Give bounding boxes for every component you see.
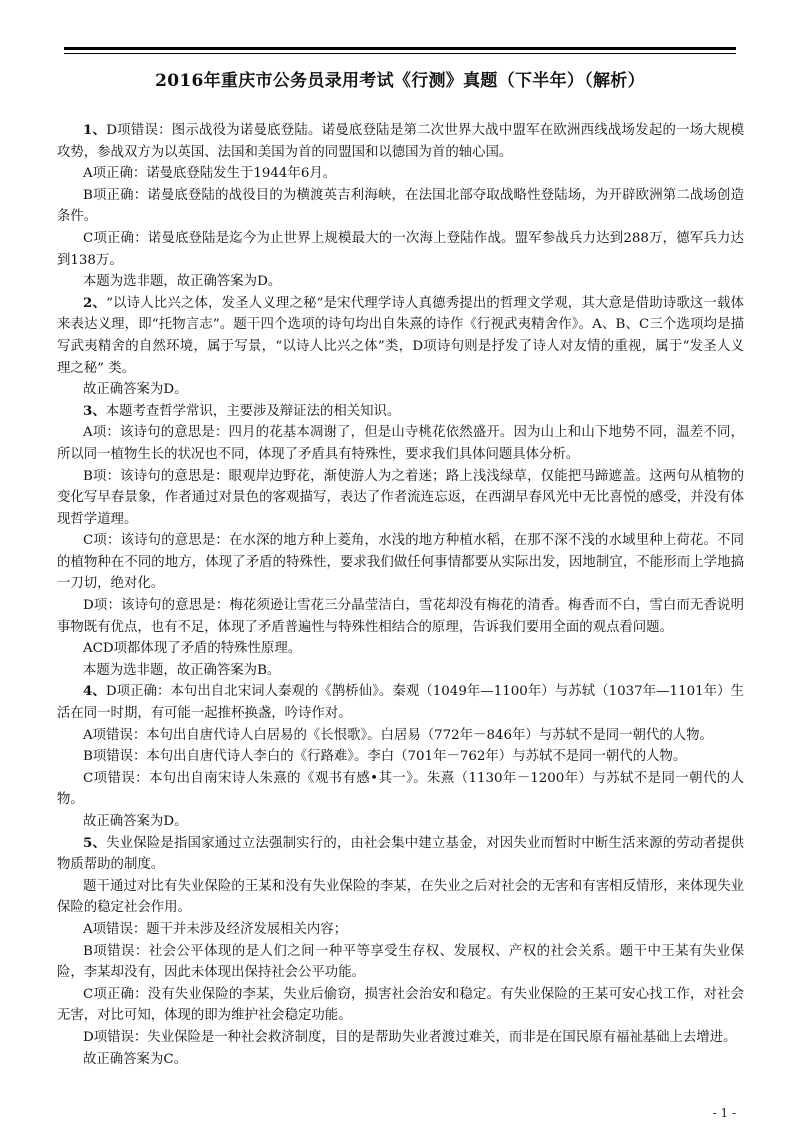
paragraph-text: A项错误：题干并未涉及经济发展相关内容； (83, 921, 348, 937)
paragraph (57, 185, 744, 228)
question-paragraph (57, 833, 744, 876)
paragraph-text: 本题为选非题，故正确答案为D。 (83, 274, 282, 290)
question-number: 5、 (83, 834, 107, 851)
paragraph (57, 811, 744, 833)
document-body (57, 120, 744, 1070)
paragraph-text: 本题为选非题，故正确答案为B。 (83, 662, 281, 678)
paragraph-text: 题干通过对比有失业保险的王某和没有失业保险的李某，在失业之后对社会的无害和有害相反情形，来体现失业保险的稳定社会作用。 (57, 878, 744, 916)
paragraph (57, 768, 744, 811)
paragraph-text: D项错误：图示战役为诺曼底登陆。诺曼底登陆是第二次世界大战中盟军在欧洲西线战场发起的一场大规模攻势，参战双方为以英国、法国和美国为首的同盟国和以德国为首的轴心国。 (57, 123, 745, 160)
paragraph-text: B项：该诗句的意思是：眼观岸边野花，渐使游人为之着迷；路上浅浅绿草，仅能把马蹄遮盖。这两句从植物的变化写早春景象，作者通过对景色的客观描写，表达了作者流连忘返，在西湖早春风光中无比喜悦的感受，并没有体现哲学道理。 (57, 468, 744, 527)
page-number: - 1 - (712, 1106, 736, 1120)
document-title: 2016年重庆市公务员录用考试《行测》真题（下半年）（解析） (155, 71, 645, 91)
paragraph (57, 228, 744, 271)
paragraph (57, 941, 744, 984)
paragraph-text: C项错误：本句出自南宋诗人朱熹的《观书有感•其一》。朱熹（1130年－1200年）与苏轼不是同一朝代的人物。 (57, 770, 744, 808)
paragraph (57, 660, 744, 682)
paragraph-text: 故正确答案为C。 (83, 1051, 187, 1067)
paragraph-text: ACD项都体现了矛盾的特殊性原理。 (83, 641, 302, 657)
paragraph-text: A项：该诗句的意思是：四月的花基本凋谢了，但是山寺桃花依然盛开。因为山上和山下地势不同，温差不同，所以同一植物生长的状况也不同，体现了矛盾具有特殊性，要求我们具体问题具体分析。 (57, 425, 744, 462)
paragraph (57, 725, 744, 747)
top-double-rule-thin (64, 53, 736, 54)
paragraph (57, 466, 744, 531)
question-number: 3、 (83, 402, 106, 419)
paragraph (57, 595, 744, 638)
paragraph (57, 919, 744, 941)
paragraph-text: 故正确答案为D。 (83, 814, 188, 829)
paragraph (57, 746, 744, 768)
question-number: 2、 (83, 294, 107, 311)
paragraph-text: B项错误：本句出自唐代诗人李白的《行路难》。李白（701年－762年）与苏轼不是同一朝代的人物。 (83, 749, 687, 765)
paragraph (57, 1049, 744, 1071)
question-paragraph (57, 681, 744, 724)
top-double-rule-thick (64, 47, 736, 50)
paragraph-text: D项错误：失业保险是一种社会救济制度，目的是帮助失业者渡过难关，而非是在国民原有福祉基础上去增进。 (83, 1029, 737, 1045)
paragraph (57, 638, 744, 660)
question-paragraph (57, 293, 744, 379)
paragraph (57, 422, 744, 465)
paragraph-text: A项正确：诺曼底登陆发生于1944年6月。 (83, 166, 337, 182)
paragraph-text: C项正确：没有失业保险的李某，失业后偷窃，损害社会治安和稳定。有失业保险的王某可安心找工作，对社会无害，对比可知，体现的即为维护社会稳定功能。 (57, 986, 744, 1024)
paragraph (57, 1027, 744, 1049)
paragraph-text: 本题考查哲学常识，主要涉及辩证法的相关知识。 (105, 403, 401, 419)
paragraph (57, 876, 744, 919)
question-paragraph (57, 401, 744, 423)
paragraph-text: B项正确：诺曼底登陆的战役目的为横渡英吉利海峡，在法国北部夺取战略性登陆场，为开辟欧洲第二战场创造条件。 (57, 187, 744, 225)
paragraph (57, 379, 744, 401)
paragraph (57, 271, 744, 293)
paragraph-text: B项错误：社会公平体现的是人们之间一种平等享受生存权、发展权、产权的社会关系。题干中王某有失业保险，李某却没有，因此未体现出保持社会公平功能。 (57, 943, 744, 981)
paragraph-text: 失业保险是指国家通过立法强制实行的，由社会集中建立基金，对因失业而暂时中断生活来源的劳动者提供物质帮助的制度。 (57, 835, 744, 873)
paragraph-text: C项：该诗句的意思是：在水深的地方种上菱角，水浅的地方种植水稻，在那不深不浅的水域里种上荷花。不同的植物种在不同的地方，体现了矛盾的特殊性，要求我们做任何事情都要从实际出发，因地制宜，不能形而上学地搞一刀切，绝对化。 (57, 533, 744, 592)
paragraph-text: A项错误：本句出自唐代诗人白居易的《长恨歌》。白居易（772年－846年）与苏轼不是同一朝代的人物。 (83, 727, 713, 743)
paragraph-text: D项正确：本句出自北宋词人秦观的《鹊桥仙》。秦观（1049年—1100年）与苏轼（1037年—1101年）生活在同一时期，有可能一起推杯换盏，吟诗作对。 (57, 684, 744, 722)
paragraph-text: “以诗人比兴之体，发圣人义理之秘”是宋代理学诗人真德秀提出的哲理文学观，其大意是借助诗歌这一载体来表达义理，即“托物言志”。题干四个选项的诗句均出自朱熹的诗作《行视武夷精舍作》。A、B、C三个选项均是描写武夷精舍的自然环境，属于写景，“以诗人比兴之体”类，D项诗句则是抒发了诗人对友情的重视，属于“发圣人义理之秘” 类。 (57, 295, 744, 376)
paragraph (57, 984, 744, 1027)
paragraph-text: C项正确：诺曼底登陆是迄今为止世界上规模最大的一次海上登陆作战。盟军参战兵力达到288万，德军兵力达到138万。 (57, 230, 744, 268)
question-paragraph (57, 120, 744, 163)
question-number: 1、 (83, 122, 107, 138)
paragraph (57, 530, 744, 595)
paragraph-text: D项：该诗句的意思是：梅花须逊让雪花三分晶莹洁白，雪花却没有梅花的清香。梅香而不白，雪白而无香说明事物既有优点，也有不足，体现了矛盾普遍性与特殊性相结合的原理，告诉我们要用全面的观点看问题。 (57, 598, 744, 635)
question-number: 4、 (83, 683, 106, 700)
paragraph (57, 163, 744, 185)
paragraph-text: 故正确答案为D。 (83, 382, 188, 398)
